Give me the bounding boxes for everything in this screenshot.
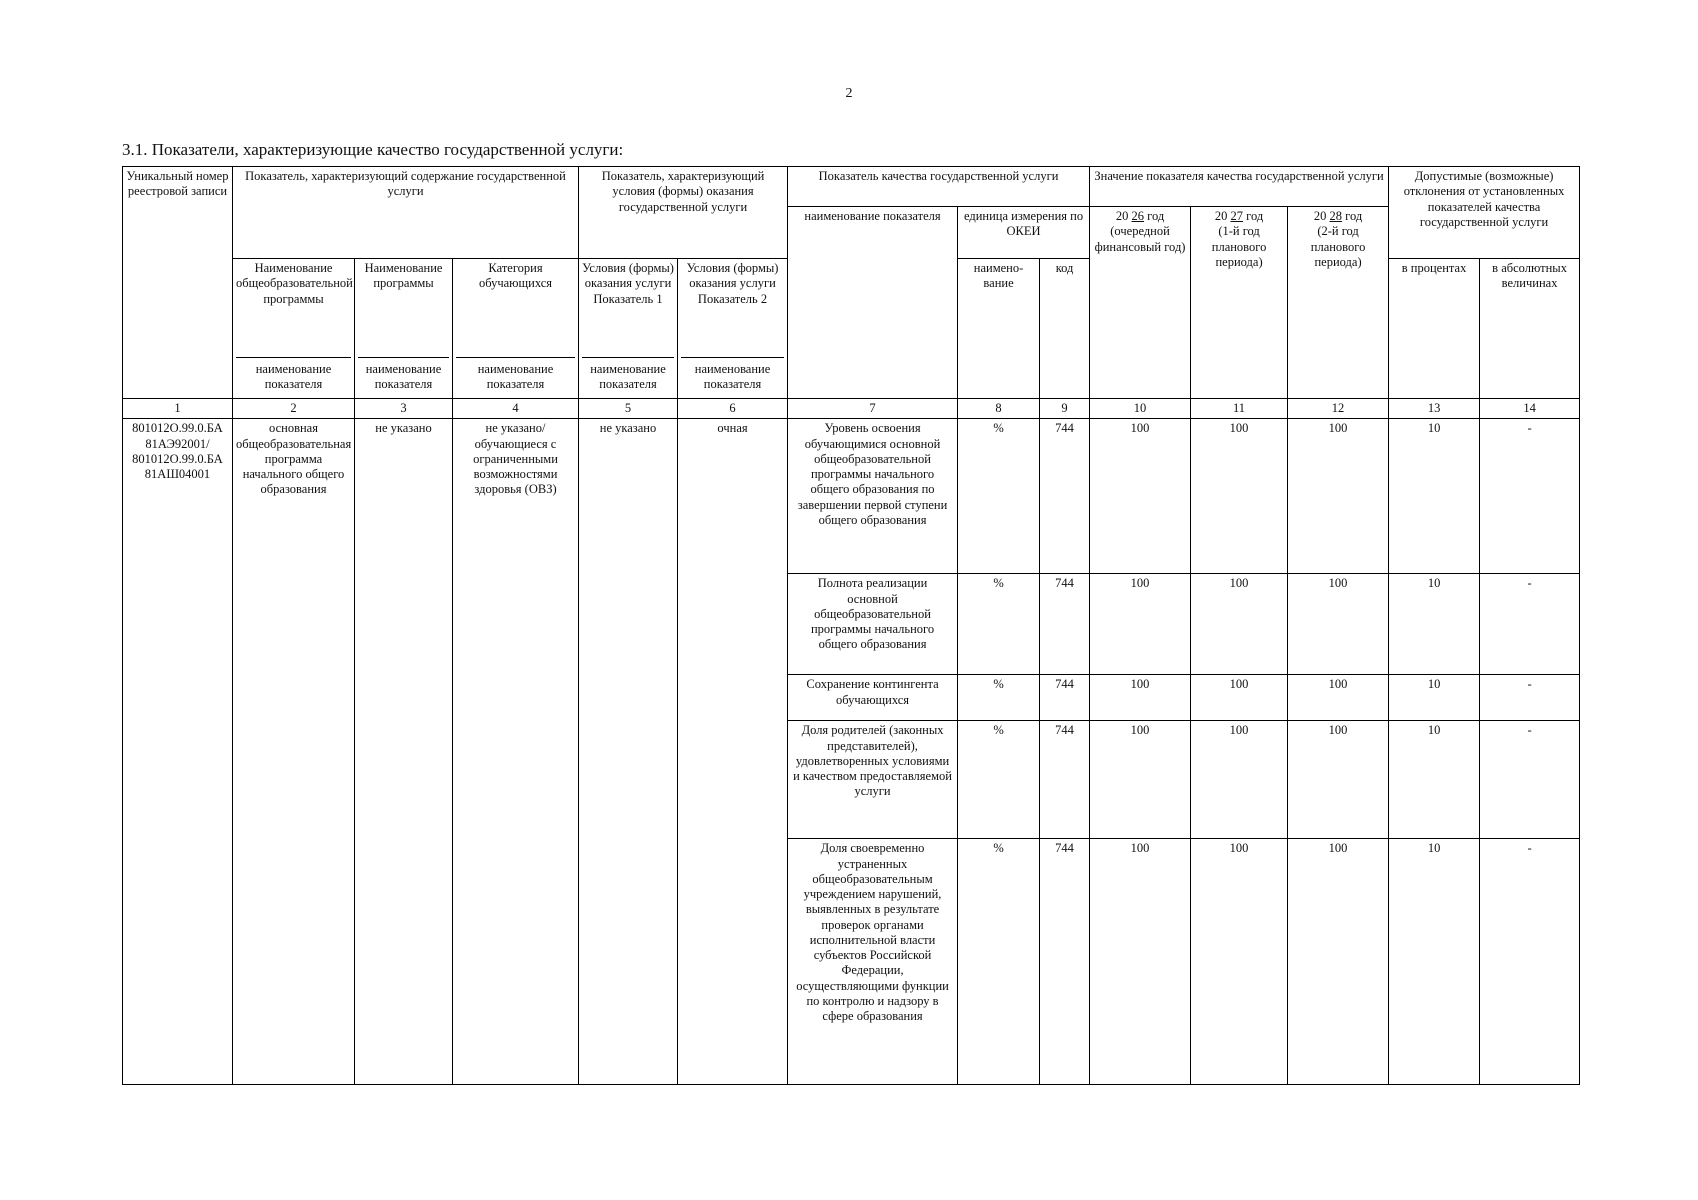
indicator-value-year3: 100: [1288, 675, 1389, 721]
section-title: 3.1. Показатели, характеризующие качество государственной услуги:: [122, 140, 624, 159]
indicator-value-year1: 100: [1090, 839, 1191, 1085]
indicator-value-year2: 100: [1191, 721, 1288, 839]
header-year-2: [1191, 207, 1288, 399]
header-category: [453, 259, 579, 399]
year2-value: 27: [1230, 209, 1243, 223]
header-deviation-group: Допустимые (возможные) отклонения от установленных показателей качества государственной услуги: [1389, 167, 1580, 259]
page-number: 2: [845, 86, 853, 101]
indicator-deviation-percent: 10: [1389, 839, 1480, 1085]
indicator-value-year1: 100: [1090, 419, 1191, 574]
header-program: [233, 259, 355, 399]
column-number: 11: [1191, 399, 1288, 419]
quality-indicators-table: [122, 166, 1580, 1085]
indicator-value-year1: 100: [1090, 574, 1191, 675]
year2-suffix: год: [1246, 209, 1264, 223]
indicator-value-year3: 100: [1288, 574, 1389, 675]
indicator-name: Сохранение контингента обучающихся: [788, 675, 958, 721]
header-condition-1: [579, 259, 678, 399]
year2-note: (1-й год планового периода): [1211, 224, 1267, 269]
indicator-unit: %: [958, 675, 1040, 721]
year1-value: 26: [1131, 209, 1144, 223]
header-content-group: Показатель, характеризующий содержание государственной услуги: [233, 167, 579, 259]
header-program-name: [355, 259, 453, 399]
column-number: 10: [1090, 399, 1191, 419]
condition-2-value: очная: [678, 419, 788, 1085]
indicator-name: Доля родителей (законных представителей), удовлетворенных условиями и качеством предоставляемой услуги: [788, 721, 958, 839]
indicator-deviation-absolute: -: [1480, 675, 1580, 721]
column-number: 13: [1389, 399, 1480, 419]
indicator-value-year2: 100: [1191, 675, 1288, 721]
indicator-value-year1: 100: [1090, 675, 1191, 721]
header-dev-percent: в процентах: [1389, 259, 1480, 399]
year2-prefix: 20: [1214, 209, 1228, 223]
indicator-unit: %: [958, 574, 1040, 675]
year3-note: (2-й год планового периода): [1310, 224, 1366, 269]
column-number: 3: [355, 399, 453, 419]
header-condition-1-label: Условия (формы) оказания услуги Показатель 1: [582, 261, 674, 306]
header-registry-number: Уникальный номер реестровой записи: [123, 167, 233, 399]
header-unit-code: код: [1040, 259, 1090, 399]
column-number: 9: [1040, 399, 1090, 419]
column-number: 14: [1480, 399, 1580, 419]
header-condition-2-label: Условия (формы) оказания услуги Показатель 2: [686, 261, 779, 306]
indicator-deviation-percent: 10: [1389, 419, 1480, 574]
indicator-deviation-absolute: -: [1480, 721, 1580, 839]
header-unit-okei: единица измерения по ОКЕИ: [958, 207, 1090, 259]
category-value: не указано/ обучающиеся с ограниченными возможностями здоровья (ОВЗ): [453, 419, 579, 1085]
indicator-unit: %: [958, 419, 1040, 574]
column-number: 2: [233, 399, 355, 419]
header-category-label: Категория обучающихся: [478, 261, 553, 291]
indicator-code: 744: [1040, 675, 1090, 721]
indicator-name: Полнота реализации основной общеобразовательной программы начального общего образования: [788, 574, 958, 675]
indicator-unit: %: [958, 839, 1040, 1085]
indicator-code: 744: [1040, 419, 1090, 574]
indicator-name: Доля своевременно устраненных общеобразовательным учреждением нарушений, выявленных в результате проверок органами исполнительной власти субъектов Российской Федерации, осуществляющими функции по контролю и надзору в сфере образования: [788, 839, 958, 1085]
table-row: [123, 419, 1580, 574]
header-conditions-group: Показатель, характеризующий условия (формы) оказания государственной услуги: [579, 167, 788, 259]
sub-indicator-name: наименование показателя: [358, 357, 449, 393]
indicator-value-year2: 100: [1191, 839, 1288, 1085]
indicator-name: Уровень освоения обучающимися основной общеобразовательной программы начального общего образования по завершении первой ступени общего образования: [788, 419, 958, 574]
indicator-value-year3: 100: [1288, 419, 1389, 574]
sub-indicator-name: наименование показателя: [236, 357, 351, 393]
indicator-deviation-absolute: -: [1480, 419, 1580, 574]
indicator-code: 744: [1040, 574, 1090, 675]
indicator-value-year2: 100: [1191, 419, 1288, 574]
indicator-deviation-absolute: -: [1480, 574, 1580, 675]
year3-value: 28: [1329, 209, 1343, 223]
indicator-unit: %: [958, 721, 1040, 839]
sub-indicator-name: наименование показателя: [582, 357, 674, 393]
registry-number: 801012О.99.0.БА 81АЭ92001/ 801012О.99.0.БА 81АШ04001: [123, 419, 233, 1085]
header-indicator-name: наименование показателя: [788, 207, 958, 399]
program-name-value: не указано: [355, 419, 453, 1085]
header-year-1: [1090, 207, 1191, 399]
column-number: 1: [123, 399, 233, 419]
column-number: 4: [453, 399, 579, 419]
sub-indicator-name: наименование показателя: [681, 357, 784, 393]
header-condition-2: [678, 259, 788, 399]
header-value-group: Значение показателя качества государственной услуги: [1090, 167, 1389, 207]
indicator-deviation-absolute: -: [1480, 839, 1580, 1085]
year1-note: (очередной финансовый год): [1094, 224, 1186, 254]
column-number: 5: [579, 399, 678, 419]
column-number: 7: [788, 399, 958, 419]
sub-indicator-name: наименование показателя: [456, 357, 575, 393]
column-number: 12: [1288, 399, 1389, 419]
indicator-value-year1: 100: [1090, 721, 1191, 839]
header-dev-absolute: в абсолютных величинах: [1480, 259, 1580, 399]
indicator-value-year3: 100: [1288, 721, 1389, 839]
indicator-code: 744: [1040, 839, 1090, 1085]
header-quality-group: Показатель качества государственной услуги: [788, 167, 1090, 207]
indicator-deviation-percent: 10: [1389, 721, 1480, 839]
column-number: 8: [958, 399, 1040, 419]
indicator-deviation-percent: 10: [1389, 574, 1480, 675]
indicator-value-year3: 100: [1288, 839, 1389, 1085]
header-program-label: Наименование общеобразовательной программы: [236, 261, 353, 306]
header-year-3: [1288, 207, 1389, 399]
year3-prefix: 20: [1313, 209, 1327, 223]
indicator-value-year2: 100: [1191, 574, 1288, 675]
indicator-deviation-percent: 10: [1389, 675, 1480, 721]
column-number: 6: [678, 399, 788, 419]
condition-1-value: не указано: [579, 419, 678, 1085]
year1-prefix: 20: [1115, 209, 1129, 223]
program-value: основная общеобразовательная программа начального общего образования: [233, 419, 355, 1085]
header-program-name-label: Наименование программы: [364, 261, 443, 291]
indicator-code: 744: [1040, 721, 1090, 839]
year1-suffix: год: [1147, 209, 1165, 223]
year3-suffix: год: [1345, 209, 1363, 223]
header-unit-name: наимено-вание: [958, 259, 1040, 399]
